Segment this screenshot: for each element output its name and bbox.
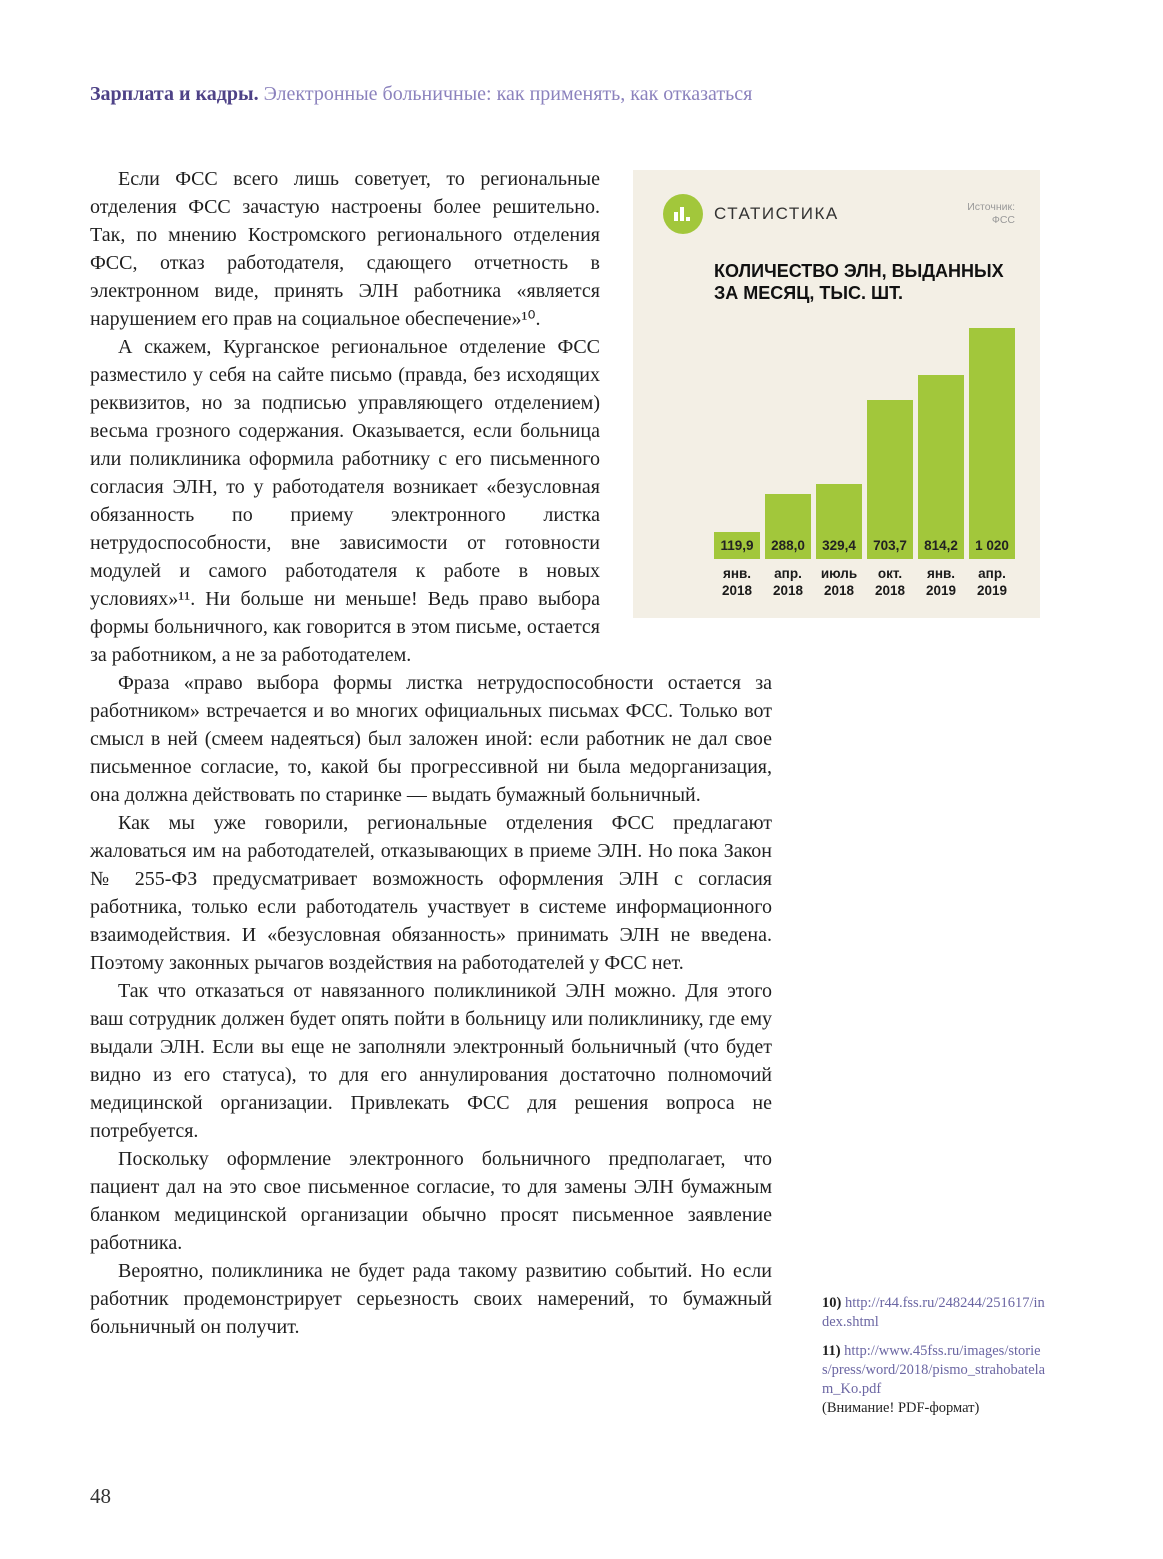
- bar-category-label: окт. 2018: [874, 566, 906, 598]
- bar-column: [714, 532, 760, 559]
- bar-category-label: апр. 2019: [976, 566, 1008, 598]
- bar-chart-icon: [663, 194, 703, 234]
- bar: [867, 400, 913, 559]
- statistics-panel: [633, 170, 1040, 618]
- bar: [714, 532, 760, 559]
- bar-value-label: 288,0: [771, 538, 805, 553]
- chart-title: КОЛИЧЕСТВО ЭЛН, ВЫДАННЫХ ЗА МЕСЯЦ, ТЫС. ШТ.: [714, 261, 1004, 303]
- bar-column: [816, 484, 862, 559]
- bar: [969, 328, 1015, 559]
- bar: [765, 494, 811, 559]
- footnote: [822, 1294, 1046, 1332]
- chart-source: [967, 201, 1015, 227]
- paragraph: Фраза «право выбора формы листка нетрудоспособности остается за работником» встречается и во многих официальных письмах ФСС. Только вот смысл в ней (смеем надеяться) был заложен иной: если работник не дал свое письменное согласие, то, какой бы прогрессивной ни была медорганизация, она должна действовать по старинке — выдать бумажный больничный.: [90, 672, 772, 806]
- bar: [816, 484, 862, 559]
- bar-value-label: 814,2: [924, 538, 958, 553]
- footnotes: [822, 1294, 1046, 1428]
- paragraph: Поскольку оформление электронного больничного предполагает, что пациент дал на это свое письменное согласие, то для замены ЭЛН бумажным бланком медицинской организации обычно просят письменное заявление работника.: [90, 1148, 772, 1254]
- bar: [918, 375, 964, 559]
- paragraph: А скажем, Курганское региональное отделение ФСС разместило у себя на сайте письмо (правда, без исходящих реквизитов, но за подписью управляющего отделением) весьма грозного содержания. Оказывается, если больница или поликлиника оформила работнику с его письменного согласия ЭЛН, то у работодателя возникает «безусловная обязанность по приему электронного листка нетрудоспособности, вне зависимости от готовности модулей и самого работодателя к работе в новых условиях»¹¹. Ни больше ни меньше! Ведь право выбора формы больничного, как говорится в этом письме, остается за работником, а не за работодателем.: [90, 336, 600, 666]
- bar-column: [969, 328, 1015, 559]
- header-article-title: Электронные больничные: как применять, как отказаться: [258, 83, 753, 105]
- bar-chart: [714, 328, 1015, 559]
- header-section-label: Зарплата и кадры.: [90, 83, 259, 105]
- bar-value-label: 119,9: [720, 538, 754, 553]
- footnote-link[interactable]: http://www.45fss.ru/images/stories/press/word/2018/pismo_strahobatelam_Ko.pdf: [822, 1343, 1046, 1397]
- bar-chart-categories: [714, 565, 1015, 599]
- bar-column: [765, 494, 811, 559]
- chart-content: [714, 260, 1015, 599]
- bar-value-label: 703,7: [873, 538, 907, 553]
- page-header: [90, 82, 1050, 106]
- chart-source-line2: ФСС: [991, 214, 1015, 226]
- bar-category-label: апр. 2018: [772, 566, 804, 598]
- bar-column: [918, 375, 964, 559]
- statistics-label: СТАТИСТИКА: [714, 204, 839, 223]
- bar-category-label: янв. 2019: [925, 566, 957, 598]
- statistics-header: [663, 194, 1015, 234]
- bar-value-label: 329,4: [822, 538, 856, 553]
- footnote-number: 11): [822, 1343, 845, 1359]
- chart-source-line1: Источник:: [967, 201, 1015, 213]
- bar-category-label: июль 2018: [820, 566, 858, 598]
- paragraph: Если ФСС всего лишь советует, то региональные отделения ФСС зачастую настроены более решительно. Так, по мнению Костромского регионального отделения ФСС, отказ работодателя, сдающего отчетность в электронном виде, принять ЭЛН работника «является нарушением его прав на социальное обеспечение»¹⁰.: [90, 168, 600, 330]
- footnote: [822, 1342, 1046, 1418]
- paragraph: Вероятно, поликлиника не будет рада такому развитию событий. Но если работник продемонстрирует серьезность своих намерений, то бумажный больничный он получит.: [90, 1260, 772, 1338]
- page-number: 48: [90, 1484, 111, 1508]
- paragraph: Так что отказаться от навязанного поликлиникой ЭЛН можно. Для этого ваш сотрудник должен будет опять пойти в больницу или поликлинику, где ему выдали ЭЛН. Если вы еще не заполняли электронный больничный (что будет видно из его статуса), то для его аннулирования достаточно полномочий медицинской организации. Привлекать ФСС для решения вопроса не потребуется.: [90, 980, 772, 1142]
- bar-column: [867, 400, 913, 559]
- bar-value-label: 1 020: [975, 538, 1009, 553]
- bar-category-label: янв. 2018: [721, 566, 753, 598]
- paragraph: Как мы уже говорили, региональные отделения ФСС предлагают жаловаться им на работодателей, отказывающих в приеме ЭЛН. Но пока Закон № 255-ФЗ предусматривает возможность оформления ЭЛН с согласия работника, только если работодатель участвует в системе информационного взаимодействия. И «безусловная обязанность» принимать ЭЛН не введена. Поэтому законных рычагов воздействия на работодателей у ФСС нет.: [90, 812, 772, 974]
- footnote-number: 10): [822, 1295, 845, 1311]
- footnote-link[interactable]: http://r44.fss.ru/248244/251617/index.shtml: [822, 1295, 1045, 1330]
- footnote-note: (Внимание! PDF-формат): [822, 1400, 980, 1416]
